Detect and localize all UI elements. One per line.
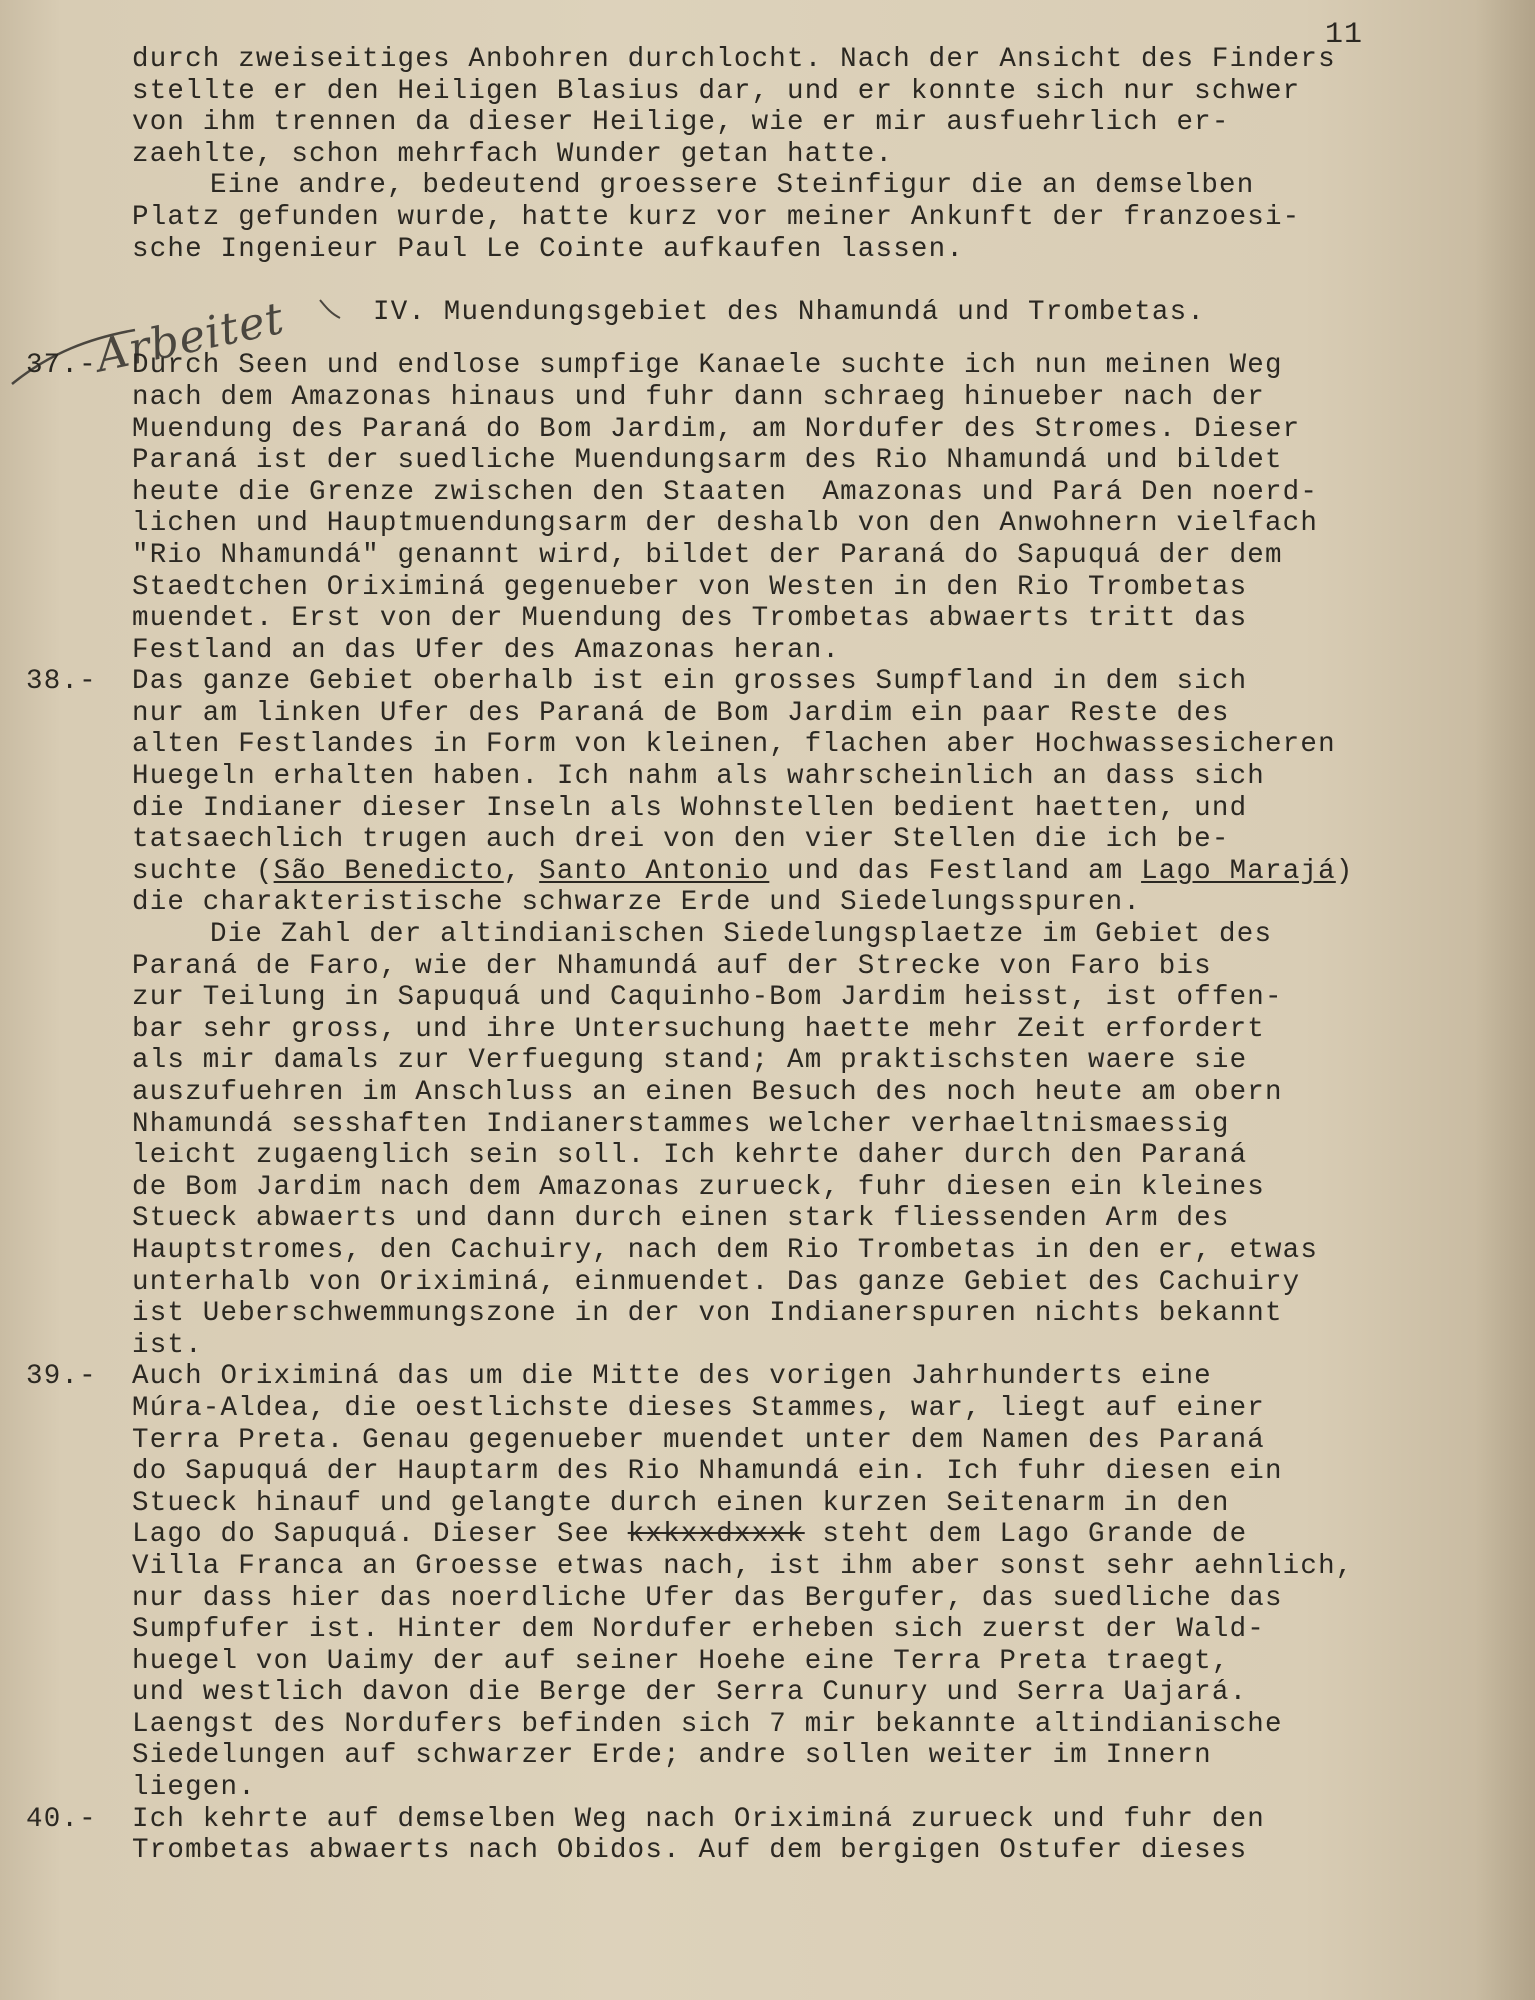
text-line: 39.- Auch Oriximiná das um die Mitte des vorigen Jahrhunderts eine: [0, 1361, 1500, 1393]
text-line: "Rio Nhamundá" genannt wird, bildet der Paraná do Sapuquá der dem: [132, 539, 1283, 571]
page-number: 11: [1325, 18, 1364, 52]
section-number: 37.-: [26, 350, 97, 382]
text-line: Múra-Aldea, die oestlichste dieses Stammes, war, liegt auf einer: [132, 1392, 1265, 1424]
text-line: auszufuehren im Anschluss an einen Besuch des noch heute am obern: [132, 1077, 1283, 1108]
text-line: Laengst des Nordufers befinden sich 7 mir bekannte altindianische: [132, 1708, 1283, 1740]
text-line: Festland an das Ufer des Amazonas heran.: [132, 634, 841, 666]
section-number: 38.-: [26, 666, 97, 698]
text-line: Trombetas abwaerts nach Obidos. Auf dem bergigen Ostufer dieses: [132, 1835, 1248, 1867]
text-line: Villa Franca an Groesse etwas nach, ist ihm aber sonst sehr aehnlich,: [132, 1550, 1354, 1582]
text-line: Stueck abwaerts und dann durch einen stark fliessenden Arm des: [132, 1203, 1230, 1235]
text-line: ist Ueberschwemmungszone in der von Indianerspuren nichts bekannt: [132, 1298, 1283, 1330]
text-line: nur am linken Ufer des Paraná de Bom Jardim ein paar Reste des: [132, 697, 1230, 729]
text-line: Platz gefunden wurde, hatte kurz vor meiner Ankunft der franzoesi-: [132, 201, 1301, 233]
text-line: Huegeln erhalten haben. Ich nahm als wahrscheinlich an dass sich: [132, 761, 1265, 793]
text-line: Sumpfufer ist. Hinter dem Nordufer erheben sich zuerst der Wald-: [132, 1614, 1265, 1646]
text-line: von ihm trennen da dieser Heilige, wie er mir ausfuehrlich er-: [132, 107, 1230, 139]
text-line: unterhalb von Oriximiná, einmuendet. Das ganze Gebiet des Cachuiry: [132, 1266, 1301, 1298]
handwritten-annotation: Arbeitet: [91, 292, 289, 383]
text-line: Lago do Sapuquá. Dieser See kxkxxdxxxk steht dem Lago Grande de: [132, 1519, 1248, 1551]
text-line: stellte er den Heiligen Blasius dar, und er konnte sich nur schwer: [132, 75, 1301, 107]
text-line: huegel von Uaimy der auf seiner Hoehe eine Terra Preta traegt,: [132, 1645, 1230, 1677]
text-line: zaehlte, schon mehrfach Wunder getan hatte.: [132, 138, 894, 170]
text-line: Paraná de Faro, wie der Nhamundá auf der Strecke von Faro bis: [132, 950, 1212, 982]
text-line: Hauptstromes, den Cachuiry, nach dem Rio Trombetas in den er, etwas: [132, 1234, 1319, 1266]
text-line: Stueck hinauf und gelangte durch einen kurzen Seitenarm in den: [132, 1487, 1230, 1519]
text-line: nach dem Amazonas hinaus und fuhr dann schraeg hinueber nach der: [132, 381, 1265, 413]
text-line: die Indianer dieser Inseln als Wohnstellen bedient haetten, und: [132, 792, 1248, 824]
text-line: als mir damals zur Verfuegung stand; Am praktischsten waere sie: [132, 1045, 1248, 1077]
section-number: 40.-: [26, 1803, 97, 1835]
text-line: Siedelungen auf schwarzer Erde; andre sollen weiter im Innern: [132, 1740, 1212, 1772]
text-line: zur Teilung in Sapuquá und Caquinho-Bom Jardim heisst, ist offen-: [132, 982, 1283, 1014]
text-line: Eine andre, bedeutend groessere Steinfigur die an demselben: [210, 170, 1255, 202]
text-line: bar sehr gross, und ihre Untersuchung haette mehr Zeit erfordert: [132, 1013, 1265, 1045]
struck-out-text: kxkxxdxxxk: [627, 1519, 805, 1551]
text-line: sche Ingenieur Paul Le Cointe aufkaufen lassen.: [132, 233, 965, 265]
underlined-place-name: Lago Marajá: [1141, 855, 1336, 887]
text-line: Nhamundá sesshaften Indianerstammes welcher verhaeltnismaessig: [132, 1108, 1230, 1140]
underlined-place-name: Santo Antonio: [539, 855, 770, 887]
text-line: lichen und Hauptmuendungsarm der deshalb von den Anwohnern vielfach: [132, 508, 1319, 540]
text-line: und westlich davon die Berge der Serra Cunury und Serra Uajará.: [132, 1677, 1248, 1709]
text-line: suchte (São Benedicto, Santo Antonio und das Festland am Lago Marajá): [132, 855, 1354, 887]
text-line: 38.- Das ganze Gebiet oberhalb ist ein grosses Sumpfland in dem sich: [0, 666, 1500, 698]
text-line: Muendung des Paraná do Bom Jardim, am Nordufer des Stromes. Dieser: [132, 413, 1301, 445]
text-line: nur dass hier das noerdliche Ufer das Bergufer, das suedliche das: [132, 1582, 1283, 1614]
text-line: heute die Grenze zwischen den Staaten Amazonas und Pará Den noerd-: [132, 476, 1319, 508]
text-line: do Sapuquá der Hauptarm des Rio Nhamundá ein. Ich fuhr diesen ein: [132, 1456, 1283, 1488]
text-line: leicht zugaenglich sein soll. Ich kehrte daher durch den Paraná: [132, 1140, 1248, 1172]
text-line: liegen.: [132, 1772, 256, 1804]
typescript-body: [0, 44, 1500, 1867]
text-line: die charakteristische schwarze Erde und Siedelungsspuren.: [132, 887, 1142, 919]
text-line: tatsaechlich trugen auch drei von den vier Stellen die ich be-: [132, 824, 1230, 856]
text-line: Die Zahl der altindianischen Siedelungsplaetze im Gebiet des: [210, 919, 1273, 951]
section-heading: IV. Muendungsgebiet des Nhamundá und Trombetas.: [373, 296, 1206, 328]
section-number: 39.-: [26, 1361, 97, 1393]
text-line: Terra Preta. Genau gegenueber muendet unter dem Namen des Paraná: [132, 1424, 1265, 1456]
text-line: 40.- Ich kehrte auf demselben Weg nach Oriximiná zurueck und fuhr den: [0, 1804, 1500, 1836]
text-line: alten Festlandes in Form von kleinen, flachen aber Hochwassesicheren: [132, 729, 1336, 761]
text-line: Paraná ist der suedliche Muendungsarm des Rio Nhamundá und bildet: [132, 445, 1283, 477]
text-line: durch zweiseitiges Anbohren durchlocht. Nach der Ansicht des Finders: [132, 44, 1336, 75]
text-line: Staedtchen Oriximiná gegenueber von Westen in den Rio Trombetas: [132, 571, 1248, 603]
text-line: de Bom Jardim nach dem Amazonas zurueck, fuhr diesen ein kleines: [132, 1171, 1265, 1203]
underlined-place-name: São Benedicto: [273, 855, 504, 887]
text-line: ist.: [132, 1329, 203, 1361]
text-line: 37.- Durch Seen und endlose sumpfige Kanaele suchte ich nun meinen Weg: [0, 350, 1500, 382]
text-line: muendet. Erst von der Muendung des Trombetas abwaerts tritt das: [132, 603, 1248, 635]
